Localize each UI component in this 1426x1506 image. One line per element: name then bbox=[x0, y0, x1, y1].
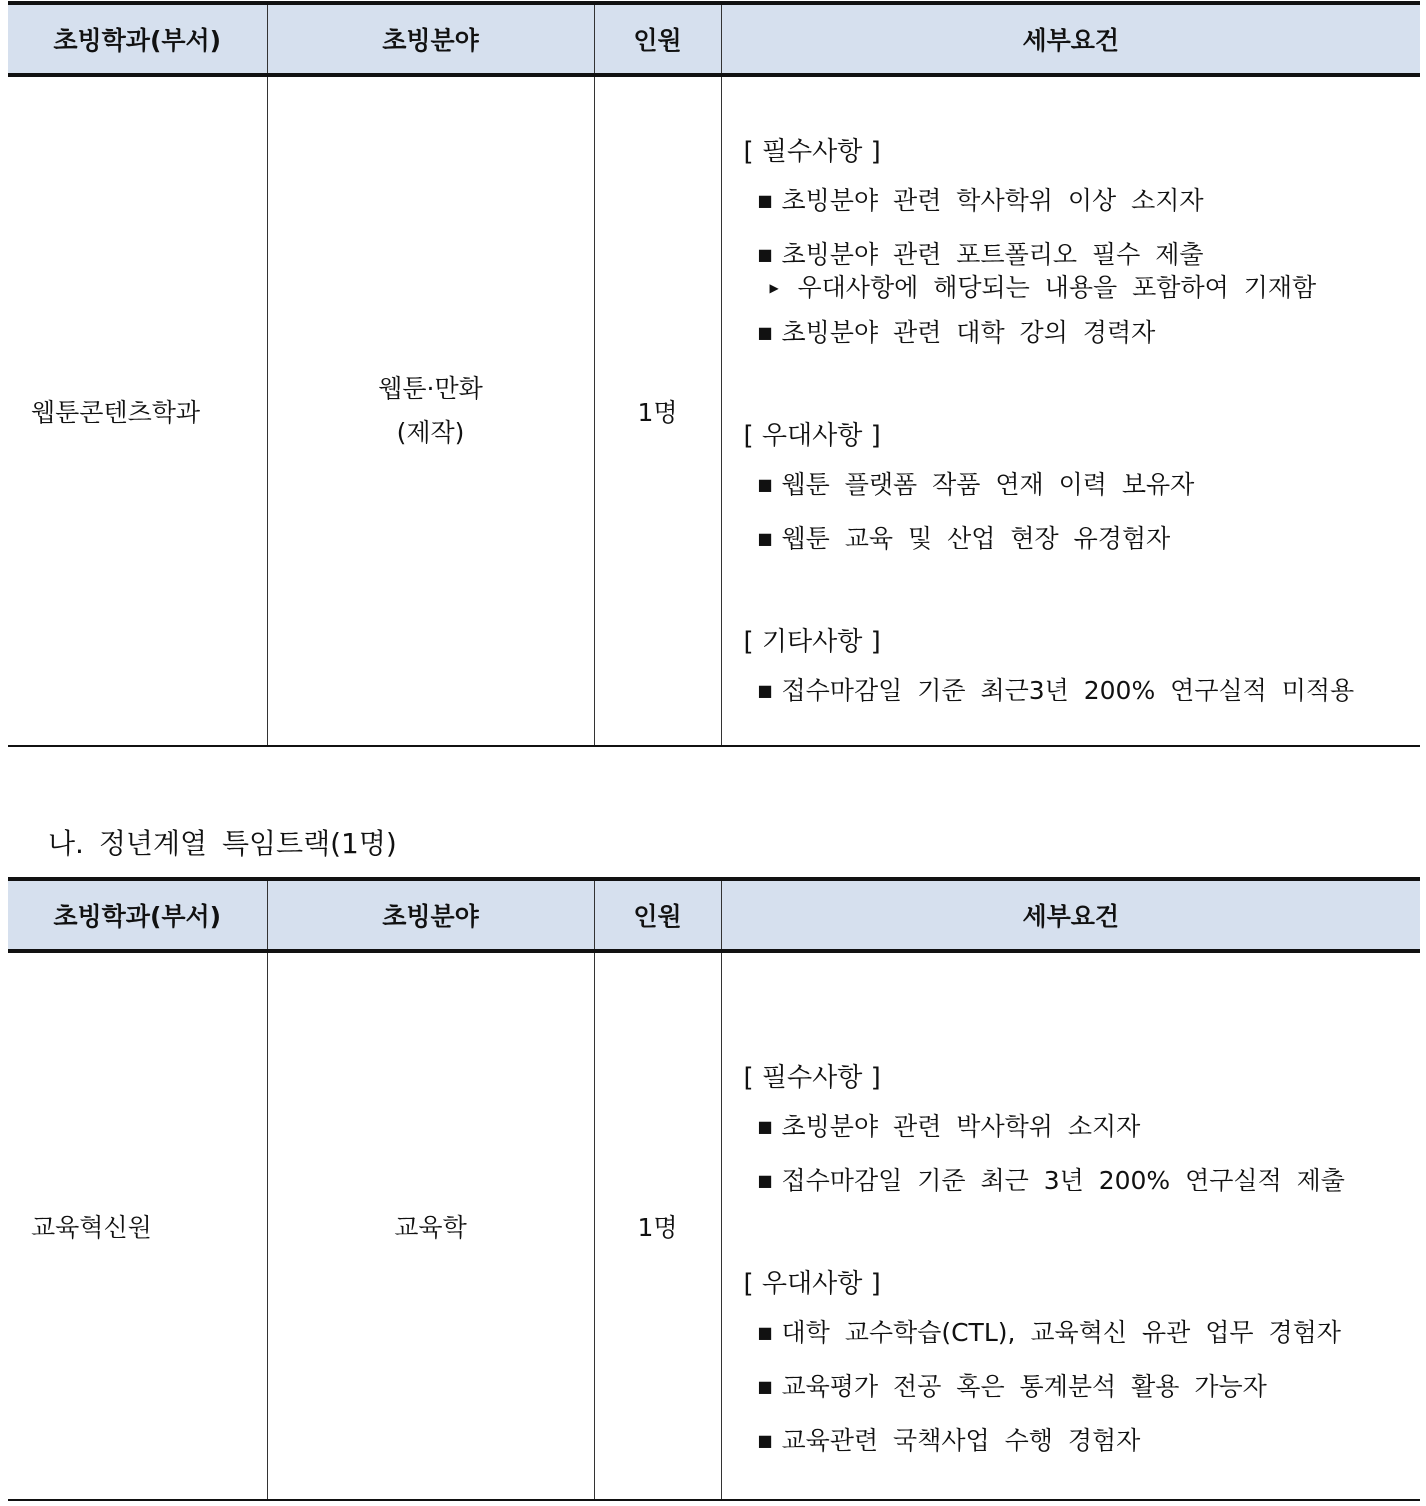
square-bullet-icon: ■ bbox=[757, 245, 773, 264]
square-bullet-icon: ■ bbox=[757, 1171, 773, 1190]
count-cell: 1명 bbox=[594, 75, 721, 746]
table-header-row bbox=[8, 879, 1420, 951]
square-bullet-icon: ■ bbox=[757, 1431, 773, 1450]
required-section bbox=[744, 1056, 1421, 1208]
details-cell bbox=[721, 951, 1420, 1500]
square-bullet-icon: ■ bbox=[757, 323, 773, 342]
header-department: 초빙학과(부서) bbox=[8, 3, 267, 75]
square-bullet-icon: ■ bbox=[757, 1323, 773, 1342]
list-item: ■ 접수마감일 기준 최근3년 200% 연구실적 미적용 bbox=[744, 664, 1421, 718]
triangle-right-icon: ▶ bbox=[769, 281, 779, 295]
square-bullet-icon: ■ bbox=[757, 1377, 773, 1396]
required-title: [ 필수사항 ] bbox=[743, 1063, 881, 1093]
preferred-section bbox=[744, 414, 1421, 566]
department-cell: 교육혁신원 bbox=[8, 951, 267, 1500]
count-cell: 1명 bbox=[594, 951, 721, 1500]
preferred-title: [ 우대사항 ] bbox=[743, 1269, 881, 1299]
field-cell: 교육학 bbox=[267, 951, 594, 1500]
list-item: ■ 웹툰 교육 및 산업 현장 유경험자 bbox=[744, 512, 1421, 566]
square-bullet-icon: ■ bbox=[757, 681, 773, 700]
list-item: ■ 초빙분야 관련 대학 강의 경력자 bbox=[744, 306, 1421, 360]
list-item: ■ 교육평가 전공 혹은 통계분석 활용 가능자 bbox=[744, 1360, 1421, 1414]
list-item: ■ 교육관련 국책사업 수행 경험자 bbox=[744, 1414, 1421, 1468]
recruit-table-webtoon bbox=[8, 1, 1420, 747]
sub-item: ▶ 우대사항에 해당되는 내용을 포함하여 기재함 bbox=[769, 273, 1317, 302]
list-item: ■ 접수마감일 기준 최근 3년 200% 연구실적 제출 bbox=[744, 1154, 1421, 1208]
preferred-title: [ 우대사항 ] bbox=[743, 421, 881, 451]
list-item: ■ 초빙분야 관련 박사학위 소지자 bbox=[744, 1100, 1421, 1154]
header-count: 인원 bbox=[594, 3, 721, 75]
required-section bbox=[744, 130, 1421, 360]
header-department: 초빙학과(부서) bbox=[8, 879, 267, 951]
field-line-2: (제작) bbox=[396, 418, 465, 447]
list-item: ■ 웹툰 플랫폼 작품 연재 이력 보유자 bbox=[744, 458, 1421, 512]
details-cell bbox=[721, 75, 1420, 746]
square-bullet-icon: ■ bbox=[757, 1117, 773, 1136]
field-line-1: 웹툰·만화 bbox=[378, 374, 483, 403]
other-section bbox=[744, 620, 1421, 718]
recruit-table-education bbox=[8, 877, 1420, 1501]
header-field: 초빙분야 bbox=[267, 3, 594, 75]
list-item: ■ 대학 교수학습(CTL), 교육혁신 유관 업무 경험자 bbox=[744, 1306, 1421, 1360]
other-title: [ 기타사항 ] bbox=[743, 627, 881, 657]
table-row bbox=[8, 75, 1420, 746]
square-bullet-icon: ■ bbox=[757, 529, 773, 548]
required-title: [ 필수사항 ] bbox=[743, 137, 881, 167]
header-count: 인원 bbox=[594, 879, 721, 951]
table-header-row bbox=[8, 3, 1420, 75]
list-item: ■ 초빙분야 관련 학사학위 이상 소지자 bbox=[744, 174, 1421, 228]
header-details: 세부요건 bbox=[721, 879, 1420, 951]
table-row bbox=[8, 951, 1420, 1500]
square-bullet-icon: ■ bbox=[757, 191, 773, 210]
header-details: 세부요건 bbox=[721, 3, 1420, 75]
square-bullet-icon: ■ bbox=[757, 475, 773, 494]
preferred-section bbox=[744, 1262, 1421, 1468]
section-heading: 나. 정년계열 특임트랙(1명) bbox=[48, 827, 397, 860]
department-cell: 웹툰콘텐츠학과 bbox=[8, 75, 267, 746]
field-cell bbox=[267, 75, 594, 746]
header-field: 초빙분야 bbox=[267, 879, 594, 951]
list-item: ■ 초빙분야 관련 포트폴리오 필수 제출 bbox=[744, 228, 1421, 282]
